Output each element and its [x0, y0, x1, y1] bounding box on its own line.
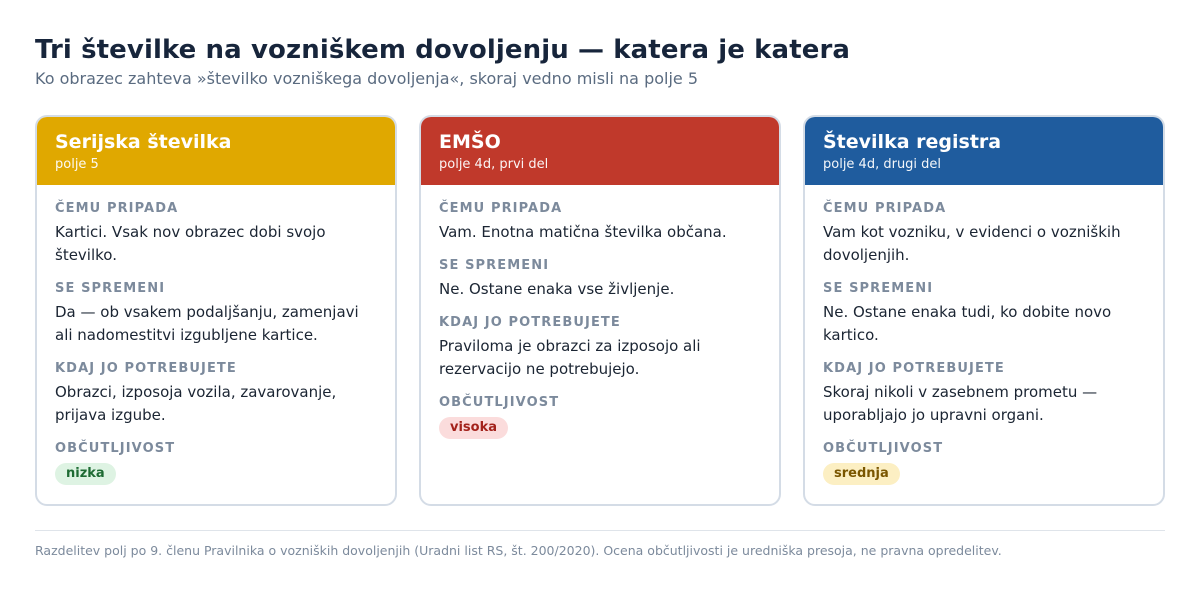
card-emso	[419, 115, 781, 506]
card-title: Številka registra	[823, 131, 1002, 153]
section-label-changes: SE SPREMENI	[439, 258, 550, 273]
section-label-sensitivity: OBČUTLJIVOST	[439, 395, 560, 410]
section-label-belongs: ČEMU PRIPADA	[55, 201, 179, 216]
section-text-belongs: Vam. Enotna matična številka občana.	[439, 223, 727, 241]
card-header	[805, 117, 1163, 185]
footer-note: Razdelitev polj po 9. členu Pravilnika o vozniških dovoljenjih (Uradni list RS, št. 200/2020). Ocena občutljivosti je uredniška presoja, ne pravna opredelitev.	[35, 543, 1002, 558]
section-label-sensitivity: OBČUTLJIVOST	[55, 441, 176, 456]
section-text-when-needed: Obrazci, izposoja vozila, zavarovanje, prijava izgube.	[55, 383, 337, 424]
card-register-number	[803, 115, 1165, 506]
section-text-changes: Ne. Ostane enaka vse življenje.	[439, 280, 675, 298]
section-text-belongs: Kartici. Vsak nov obrazec dobi svojo številko.	[55, 223, 326, 264]
card-title: Serijska številka	[55, 131, 232, 153]
section-label-changes: SE SPREMENI	[823, 281, 934, 296]
card-header	[37, 117, 395, 185]
section-label-changes: SE SPREMENI	[55, 281, 166, 296]
card-serial-number	[35, 115, 397, 506]
section-label-sensitivity: OBČUTLJIVOST	[823, 441, 944, 456]
section-text-changes: Ne. Ostane enaka tudi, ko dobite novo kartico.	[823, 303, 1112, 344]
sensitivity-badge: nizka	[55, 463, 116, 485]
page-subtitle: Ko obrazec zahteva »številko vozniškega dovoljenja«, skoraj vedno misli na polje 5	[35, 69, 699, 88]
card-header	[421, 117, 779, 185]
card-body	[37, 185, 395, 485]
section-text-when-needed: Praviloma je obrazci za izposojo ali rezervacijo ne potrebujejo.	[439, 337, 701, 378]
card-body	[805, 185, 1163, 485]
section-text-when-needed: Skoraj nikoli v zasebnem prometu — uporabljajo jo upravni organi.	[823, 383, 1098, 424]
section-label-when-needed: KDAJ JO POTREBUJETE	[823, 361, 1005, 376]
section-label-belongs: ČEMU PRIPADA	[823, 201, 947, 216]
section-label-when-needed: KDAJ JO POTREBUJETE	[55, 361, 237, 376]
card-field: polje 4d, prvi del	[439, 157, 549, 172]
section-text-belongs: Vam kot vozniku, v evidenci o vozniških dovoljenjih.	[823, 223, 1121, 264]
card-body	[421, 185, 779, 439]
section-label-when-needed: KDAJ JO POTREBUJETE	[439, 315, 621, 330]
section-text-changes: Da — ob vsakem podaljšanju, zamenjavi ali nadomestitvi izgubljene kartice.	[55, 303, 359, 344]
section-label-belongs: ČEMU PRIPADA	[439, 201, 563, 216]
card-field: polje 4d, drugi del	[823, 157, 942, 172]
cards-row	[35, 115, 1165, 506]
card-field: polje 5	[55, 157, 99, 172]
sensitivity-badge: visoka	[439, 417, 508, 439]
footer-divider	[35, 530, 1165, 531]
sensitivity-badge: srednja	[823, 463, 900, 485]
card-title: EMŠO	[439, 131, 501, 153]
page-title: Tri številke na vozniškem dovoljenju — katera je katera	[35, 35, 851, 65]
